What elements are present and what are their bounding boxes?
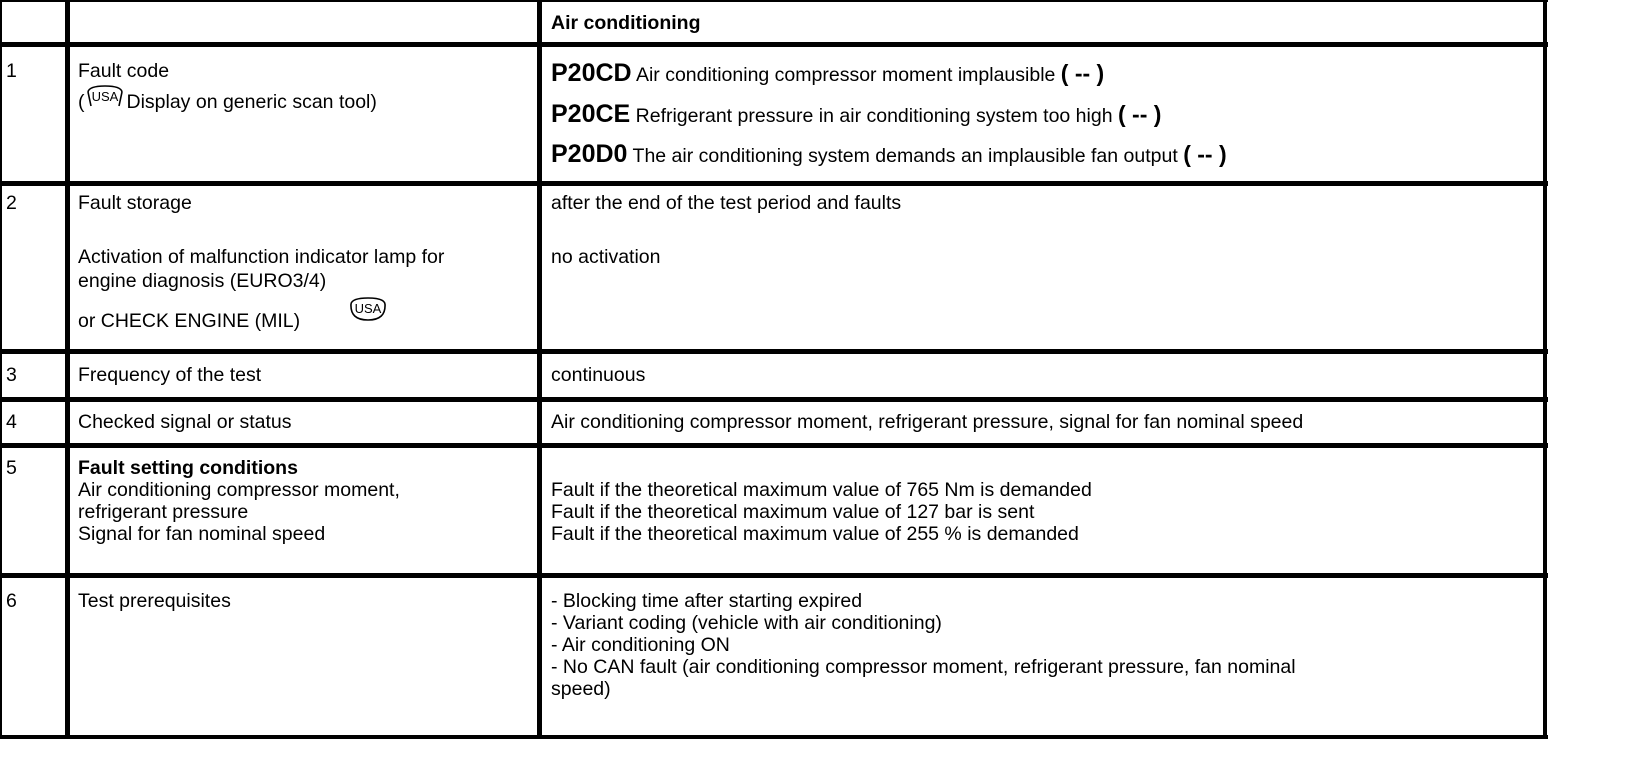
svg-text:USA: USA <box>91 89 118 104</box>
row-5-label-1: Air conditioning compressor moment, <box>78 479 400 501</box>
row-6-value-3: - Air conditioning ON <box>551 634 730 656</box>
row-2-label-b3: or CHECK ENGINE (MIL) USA <box>78 310 300 332</box>
row-6-label: Test prerequisites <box>78 590 231 612</box>
row-6-value-2: - Variant coding (vehicle with air conditioning) <box>551 612 942 634</box>
row-3-label: Frequency of the test <box>78 364 262 386</box>
row-2-label-b1: Activation of malfunction indicator lamp for <box>78 246 445 268</box>
row-2-value-b: no activation <box>551 246 661 268</box>
fault-code-marker: ( -- ) <box>1117 101 1162 127</box>
row-1-sublabel: ( USA Display on generic scan tool) <box>78 84 377 113</box>
usa-badge-icon <box>85 84 149 110</box>
table-border-top <box>0 0 1548 2</box>
row-2-value-a: after the end of the test period and faults <box>551 192 902 214</box>
fault-code-desc: Refrigerant pressure in air conditioning system too high <box>635 105 1113 127</box>
row-5-number: 5 <box>6 457 17 479</box>
fault-code-p20ce: P20CE <box>551 100 631 128</box>
row-divider-2 <box>0 349 1548 354</box>
fault-code-line-3 <box>551 140 1227 168</box>
row-6-value-5: speed) <box>551 678 611 700</box>
header-air-conditioning: Air conditioning <box>551 12 701 34</box>
row-divider-5 <box>0 573 1548 578</box>
fault-code-marker: ( -- ) <box>1060 60 1105 86</box>
row-4-value: Air conditioning compressor moment, refrigerant pressure, signal for fan nominal speed <box>551 411 1304 433</box>
fault-code-marker: ( -- ) <box>1183 141 1227 167</box>
table-border-right <box>1543 0 1547 738</box>
fault-code-p20d0: P20D0 <box>551 140 628 168</box>
row-divider-3 <box>0 397 1548 402</box>
row-2-number: 2 <box>6 192 17 214</box>
row-3-value: continuous <box>551 364 646 386</box>
row-2-label-b2: engine diagnosis (EURO3/4) <box>78 270 327 292</box>
row-2-label-a: Fault storage <box>78 192 192 214</box>
row-1-number: 1 <box>6 60 17 82</box>
fault-code-line-1 <box>551 59 1105 87</box>
row-5-label-2: refrigerant pressure <box>78 501 249 523</box>
row-4-number: 4 <box>6 411 17 433</box>
fault-code-p20cd: P20CD <box>551 59 632 87</box>
row-4-label: Checked signal or status <box>78 411 292 433</box>
row-6-number: 6 <box>6 590 17 612</box>
row-5-label-3: Signal for fan nominal speed <box>78 523 326 545</box>
row-divider-4 <box>0 443 1548 448</box>
row-5-value-3: Fault if the theoretical maximum value of 255 % is demanded <box>551 523 1079 545</box>
row-5-value-1: Fault if the theoretical maximum value of 765 Nm is demanded <box>551 479 1092 501</box>
fault-code-desc: Air conditioning compressor moment implausible <box>635 64 1056 86</box>
fault-code-desc: The air conditioning system demands an implausible fan output <box>632 145 1178 167</box>
row-5-title: Fault setting conditions <box>78 457 298 479</box>
row-3-number: 3 <box>6 364 17 386</box>
row-6-value-4: - No CAN fault (air conditioning compressor moment, refrigerant pressure, fan nominal <box>551 656 1296 678</box>
row-divider-header <box>0 42 1548 47</box>
usa-badge-icon <box>348 296 390 324</box>
col-divider-1 <box>65 0 70 738</box>
row-1-label: Fault code <box>78 60 170 82</box>
row-6-value-1: - Blocking time after starting expired <box>551 590 863 612</box>
svg-text:USA: USA <box>354 301 382 316</box>
row-divider-1 <box>0 181 1548 186</box>
col-divider-2 <box>537 0 542 738</box>
fault-code-line-2 <box>551 100 1162 128</box>
table-border-bottom <box>0 735 1548 739</box>
row-5-value-2: Fault if the theoretical maximum value of 127 bar is sent <box>551 501 1035 523</box>
table-border-left <box>0 0 2 738</box>
